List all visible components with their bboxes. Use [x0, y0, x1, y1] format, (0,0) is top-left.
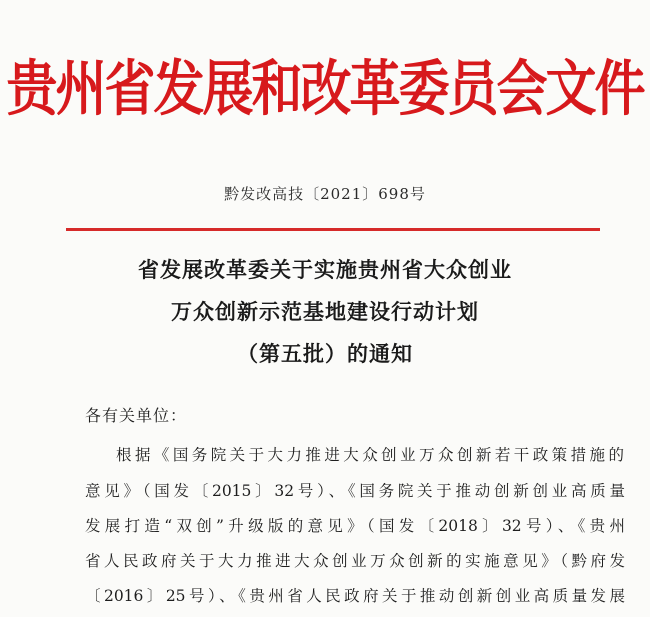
body-text-line: 发展打造“双创”升级版的意见》（国发〔2018〕32号）、《贵州 — [85, 517, 625, 535]
red-divider-line — [66, 228, 600, 231]
notice-title-line-3: （第五批）的通知 — [237, 341, 413, 366]
notice-title-line-1: 省发展改革委关于实施贵州省大众创业 — [138, 257, 512, 282]
salutation: 各有关单位： — [85, 406, 188, 425]
notice-title-line-2: 万众创新示范基地建设行动计划 — [171, 299, 479, 324]
body-text-line: 根据《国务院关于大力推进大众创业万众创新若干政策措施的 — [116, 446, 624, 464]
body-text-line: 省人民政府关于大力推进大众创业万众创新的实施意见》（黔府发 — [85, 552, 625, 570]
document-header-title: 贵州省发展和改革委员会文件 — [6, 53, 644, 125]
document-number: 黔发改高技〔2021〕698号 — [224, 185, 426, 203]
body-text-line: 意见》（国发〔2015〕32号）、《国务院关于推动创新创业高质量 — [85, 482, 625, 500]
body-text-line: 〔2016〕25号）、《贵州省人民政府关于推动创新创业高质量发展 — [85, 587, 625, 605]
